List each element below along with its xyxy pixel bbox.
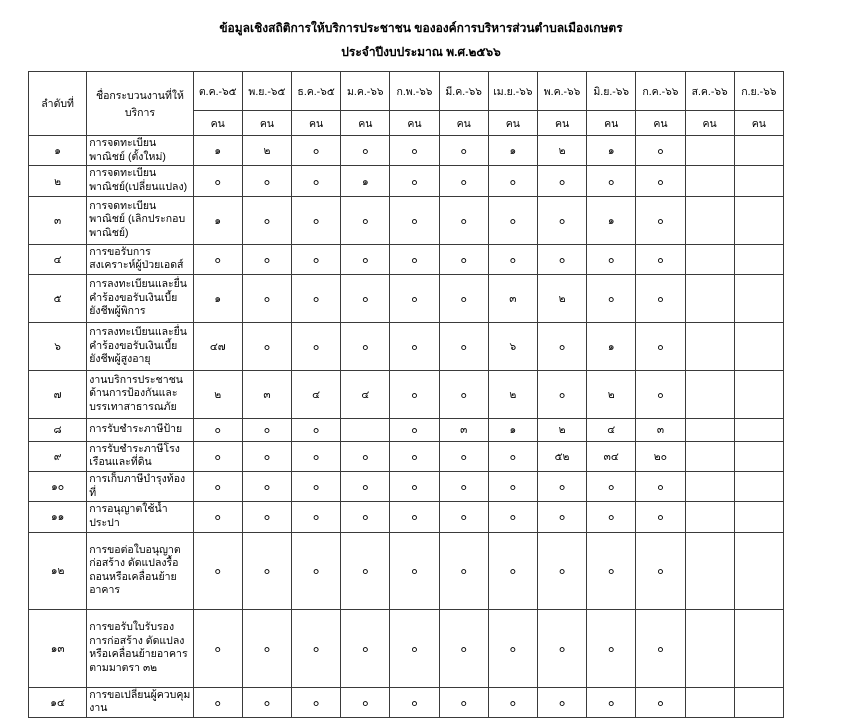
value-cell: ๐ <box>439 166 488 196</box>
value-cell: ๐ <box>242 472 291 502</box>
value-cell: ๐ <box>292 418 341 441</box>
value-cell: ๐ <box>537 370 586 418</box>
value-cell: ๐ <box>636 274 685 322</box>
value-cell: ๐ <box>636 610 685 688</box>
value-cell: ๐ <box>242 166 291 196</box>
value-cell: ๐ <box>636 532 685 610</box>
value-cell: ๐ <box>193 502 242 532</box>
value-cell: ๐ <box>242 274 291 322</box>
value-cell: ๐ <box>341 136 390 166</box>
value-cell <box>734 244 783 274</box>
table-row <box>29 418 784 441</box>
process-name-cell: การจดทะเบียนพาณิชย์ (เลิกประกอบพาณิชย์) <box>87 196 193 244</box>
table-row <box>29 196 784 244</box>
table-row <box>29 370 784 418</box>
month-header: ก.ย.-๖๖ <box>734 72 783 111</box>
value-cell: ๐ <box>537 687 586 717</box>
table-row <box>29 610 784 688</box>
process-name-cell: การอนุญาตใช้น้ำประปา <box>87 502 193 532</box>
value-cell <box>341 418 390 441</box>
row-number-cell: ๔ <box>29 244 87 274</box>
value-cell: ๐ <box>488 196 537 244</box>
value-cell: ๒ <box>488 370 537 418</box>
value-cell: ๐ <box>341 322 390 370</box>
value-cell: ๐ <box>193 441 242 471</box>
value-cell <box>685 136 734 166</box>
header-row-number: ลำดับที่ <box>29 72 87 136</box>
table-row <box>29 687 784 717</box>
value-cell: ๐ <box>488 610 537 688</box>
process-name-cell: การขอรับการสงเคราะห์ผู้ป่วยเอดส์ <box>87 244 193 274</box>
row-number-cell: ๑๔ <box>29 687 87 717</box>
value-cell <box>685 418 734 441</box>
value-cell: ๑ <box>587 196 636 244</box>
value-cell: ๓ <box>636 418 685 441</box>
value-cell: ๐ <box>341 610 390 688</box>
process-name-cell: งานบริการประชาชนด้านการป้องกันและบรรเทาสาธารณภัย <box>87 370 193 418</box>
row-number-cell: ๗ <box>29 370 87 418</box>
value-cell: ๐ <box>341 532 390 610</box>
value-cell: ๐ <box>587 502 636 532</box>
row-number-cell: ๒ <box>29 166 87 196</box>
unit-header: คน <box>439 111 488 136</box>
value-cell: ๓ <box>439 418 488 441</box>
value-cell: ๒ <box>537 136 586 166</box>
value-cell: ๔ <box>292 370 341 418</box>
value-cell: ๐ <box>537 502 586 532</box>
unit-header: คน <box>242 111 291 136</box>
value-cell: ๐ <box>242 322 291 370</box>
value-cell: ๑ <box>587 136 636 166</box>
value-cell: ๐ <box>587 472 636 502</box>
table-body <box>29 136 784 718</box>
value-cell: ๐ <box>488 166 537 196</box>
value-cell: ๐ <box>488 472 537 502</box>
month-header: มิ.ย.-๖๖ <box>587 72 636 111</box>
value-cell: ๐ <box>242 196 291 244</box>
value-cell: ๐ <box>587 274 636 322</box>
table-row <box>29 274 784 322</box>
month-header: เม.ย.-๖๖ <box>488 72 537 111</box>
value-cell: ๐ <box>439 441 488 471</box>
value-cell: ๔ <box>587 418 636 441</box>
value-cell: ๐ <box>537 322 586 370</box>
value-cell: ๐ <box>390 687 439 717</box>
process-name-cell: การลงทะเบียนและยื่นคำร้องขอรับเงินเบี้ยยังชีพผู้พิการ <box>87 274 193 322</box>
process-name-cell: การขอรับใบรับรองการก่อสร้าง ดัดแปลงหรือเคลื่อนย้ายอาคาร ตามมาตรา ๓๒ <box>87 610 193 688</box>
value-cell: ๐ <box>439 532 488 610</box>
value-cell: ๐ <box>341 441 390 471</box>
value-cell <box>685 196 734 244</box>
process-name-cell: การรับชำระภาษีโรงเรือนและที่ดิน <box>87 441 193 471</box>
month-header: มี.ค.-๖๖ <box>439 72 488 111</box>
value-cell: ๐ <box>587 532 636 610</box>
value-cell <box>734 441 783 471</box>
value-cell <box>685 370 734 418</box>
value-cell: ๔ <box>341 370 390 418</box>
table-row <box>29 472 784 502</box>
value-cell: ๒๐ <box>636 441 685 471</box>
value-cell: ๐ <box>341 472 390 502</box>
table-row <box>29 136 784 166</box>
value-cell: ๐ <box>242 610 291 688</box>
value-cell: ๓ <box>242 370 291 418</box>
value-cell: ๐ <box>488 244 537 274</box>
row-number-cell: ๙ <box>29 441 87 471</box>
value-cell: ๐ <box>292 244 341 274</box>
value-cell: ๐ <box>292 274 341 322</box>
table-row <box>29 244 784 274</box>
value-cell: ๐ <box>193 418 242 441</box>
process-name-cell: การขอเปลี่ยนผู้ควบคุมงาน <box>87 687 193 717</box>
row-number-cell: ๖ <box>29 322 87 370</box>
value-cell: ๐ <box>439 610 488 688</box>
process-name-cell: การขอต่อใบอนุญาตก่อสร้าง ดัดแปลงรื้อถอนหรือเคลื่อนย้ายอาคาร <box>87 532 193 610</box>
value-cell: ๐ <box>242 418 291 441</box>
value-cell: ๐ <box>439 370 488 418</box>
value-cell: ๐ <box>488 502 537 532</box>
value-cell: ๓ <box>488 274 537 322</box>
row-number-cell: ๑๐ <box>29 472 87 502</box>
value-cell <box>685 244 734 274</box>
value-cell <box>734 136 783 166</box>
value-cell: ๐ <box>242 687 291 717</box>
value-cell: ๐ <box>488 687 537 717</box>
value-cell: ๐ <box>292 196 341 244</box>
value-cell: ๐ <box>636 196 685 244</box>
value-cell: ๐ <box>537 472 586 502</box>
table-row <box>29 532 784 610</box>
value-cell: ๐ <box>390 244 439 274</box>
value-cell <box>734 166 783 196</box>
table-row <box>29 322 784 370</box>
unit-header: คน <box>636 111 685 136</box>
value-cell: ๐ <box>341 687 390 717</box>
value-cell: ๐ <box>193 532 242 610</box>
value-cell <box>685 532 734 610</box>
value-cell: ๐ <box>537 196 586 244</box>
row-number-cell: ๑๑ <box>29 502 87 532</box>
document-title: ข้อมูลเชิงสถิติการให้บริการประชาชน ขององค์การบริหารส่วนตำบลเมืองเกษตร <box>219 21 623 35</box>
document-subtitle: ประจำปีงบประมาณ พ.ศ.๒๕๖๖ <box>341 45 501 60</box>
value-cell: ๐ <box>439 196 488 244</box>
value-cell: ๐ <box>636 166 685 196</box>
value-cell: ๐ <box>587 166 636 196</box>
value-cell <box>734 322 783 370</box>
value-cell: ๒ <box>242 136 291 166</box>
value-cell: ๐ <box>292 610 341 688</box>
unit-header: คน <box>390 111 439 136</box>
value-cell: ๐ <box>390 196 439 244</box>
value-cell: ๐ <box>587 610 636 688</box>
value-cell: ๐ <box>292 502 341 532</box>
value-cell: ๐ <box>242 532 291 610</box>
value-cell: ๐ <box>390 370 439 418</box>
value-cell: ๖ <box>488 322 537 370</box>
month-header: พ.ค.-๖๖ <box>537 72 586 111</box>
service-statistics-table <box>28 71 784 718</box>
value-cell: ๕๒ <box>537 441 586 471</box>
table-row <box>29 502 784 532</box>
unit-header: คน <box>488 111 537 136</box>
value-cell: ๐ <box>439 687 488 717</box>
value-cell: ๐ <box>537 610 586 688</box>
value-cell <box>734 472 783 502</box>
value-cell: ๐ <box>636 502 685 532</box>
value-cell: ๑ <box>488 136 537 166</box>
value-cell: ๓๔ <box>587 441 636 471</box>
value-cell <box>685 441 734 471</box>
value-cell: ๐ <box>587 244 636 274</box>
month-header: ม.ค.-๖๖ <box>341 72 390 111</box>
value-cell: ๐ <box>292 322 341 370</box>
value-cell: ๐ <box>390 502 439 532</box>
value-cell: ๑ <box>488 418 537 441</box>
value-cell: ๐ <box>439 472 488 502</box>
value-cell: ๐ <box>439 322 488 370</box>
value-cell: ๐ <box>390 472 439 502</box>
value-cell: ๑ <box>193 196 242 244</box>
month-header: ส.ค.-๖๖ <box>685 72 734 111</box>
month-header: ธ.ค.-๖๕ <box>292 72 341 111</box>
value-cell: ๐ <box>390 322 439 370</box>
value-cell: ๑ <box>193 136 242 166</box>
process-name-cell: การลงทะเบียนและยื่นคำร้องขอรับเงินเบี้ยยังชีพผู้สูงอายุ <box>87 322 193 370</box>
month-header: ก.พ.-๖๖ <box>390 72 439 111</box>
value-cell: ๐ <box>439 502 488 532</box>
table-header-row <box>29 72 784 111</box>
value-cell <box>685 610 734 688</box>
value-cell: ๐ <box>390 274 439 322</box>
value-cell: ๐ <box>636 472 685 502</box>
value-cell: ๒ <box>587 370 636 418</box>
value-cell: ๐ <box>636 322 685 370</box>
value-cell: ๔๗ <box>193 322 242 370</box>
value-cell: ๐ <box>292 532 341 610</box>
value-cell <box>685 274 734 322</box>
value-cell: ๐ <box>537 244 586 274</box>
unit-header: คน <box>734 111 783 136</box>
table-row <box>29 166 784 196</box>
value-cell <box>685 322 734 370</box>
value-cell: ๐ <box>439 136 488 166</box>
value-cell: ๐ <box>242 502 291 532</box>
value-cell: ๐ <box>341 196 390 244</box>
value-cell: ๐ <box>390 441 439 471</box>
value-cell: ๐ <box>292 166 341 196</box>
value-cell: ๐ <box>488 532 537 610</box>
value-cell: ๐ <box>292 687 341 717</box>
value-cell: ๒ <box>193 370 242 418</box>
value-cell: ๐ <box>439 274 488 322</box>
month-header: ต.ค.-๖๕ <box>193 72 242 111</box>
value-cell: ๐ <box>193 472 242 502</box>
value-cell <box>685 166 734 196</box>
value-cell: ๑ <box>341 166 390 196</box>
value-cell <box>734 370 783 418</box>
process-name-cell: การจดทะเบียนพาณิชย์(เปลี่ยนแปลง) <box>87 166 193 196</box>
value-cell: ๐ <box>292 441 341 471</box>
value-cell: ๐ <box>292 136 341 166</box>
value-cell <box>734 418 783 441</box>
value-cell: ๒ <box>537 274 586 322</box>
value-cell: ๑ <box>193 274 242 322</box>
row-number-cell: ๑๓ <box>29 610 87 688</box>
process-name-cell: การเก็บภาษีบำรุงท้องที่ <box>87 472 193 502</box>
month-header: พ.ย.-๖๕ <box>242 72 291 111</box>
value-cell: ๐ <box>636 136 685 166</box>
unit-header: คน <box>292 111 341 136</box>
value-cell: ๐ <box>193 610 242 688</box>
row-number-cell: ๕ <box>29 274 87 322</box>
value-cell: ๐ <box>439 244 488 274</box>
value-cell: ๑ <box>587 322 636 370</box>
value-cell <box>734 502 783 532</box>
value-cell: ๐ <box>242 244 291 274</box>
value-cell <box>685 472 734 502</box>
value-cell <box>685 502 734 532</box>
value-cell: ๐ <box>636 370 685 418</box>
value-cell: ๐ <box>341 502 390 532</box>
value-cell: ๐ <box>193 166 242 196</box>
row-number-cell: ๘ <box>29 418 87 441</box>
value-cell <box>734 687 783 717</box>
value-cell: ๐ <box>292 472 341 502</box>
row-number-cell: ๓ <box>29 196 87 244</box>
value-cell: ๐ <box>390 418 439 441</box>
table-row <box>29 441 784 471</box>
process-name-cell: การรับชำระภาษีป้าย <box>87 418 193 441</box>
value-cell: ๐ <box>341 274 390 322</box>
unit-header: คน <box>193 111 242 136</box>
process-name-cell: การจดทะเบียนพาณิชย์ (ตั้งใหม่) <box>87 136 193 166</box>
value-cell: ๐ <box>390 532 439 610</box>
value-cell <box>734 532 783 610</box>
value-cell: ๐ <box>636 244 685 274</box>
value-cell: ๐ <box>341 244 390 274</box>
value-cell <box>734 610 783 688</box>
value-cell: ๐ <box>488 441 537 471</box>
value-cell <box>734 196 783 244</box>
value-cell: ๐ <box>242 441 291 471</box>
month-header: ก.ค.-๖๖ <box>636 72 685 111</box>
row-number-cell: ๑๒ <box>29 532 87 610</box>
value-cell: ๐ <box>537 532 586 610</box>
unit-header: คน <box>587 111 636 136</box>
value-cell: ๒ <box>537 418 586 441</box>
value-cell: ๐ <box>537 166 586 196</box>
header-process-name: ชื่อกระบวนงานที่ให้บริการ <box>87 72 193 136</box>
value-cell: ๐ <box>636 687 685 717</box>
value-cell: ๐ <box>193 687 242 717</box>
unit-header: คน <box>537 111 586 136</box>
value-cell: ๐ <box>587 687 636 717</box>
unit-header: คน <box>341 111 390 136</box>
value-cell <box>685 687 734 717</box>
value-cell: ๐ <box>390 166 439 196</box>
row-number-cell: ๑ <box>29 136 87 166</box>
value-cell: ๐ <box>390 136 439 166</box>
value-cell: ๐ <box>193 244 242 274</box>
value-cell: ๐ <box>390 610 439 688</box>
unit-header: คน <box>685 111 734 136</box>
value-cell <box>734 274 783 322</box>
